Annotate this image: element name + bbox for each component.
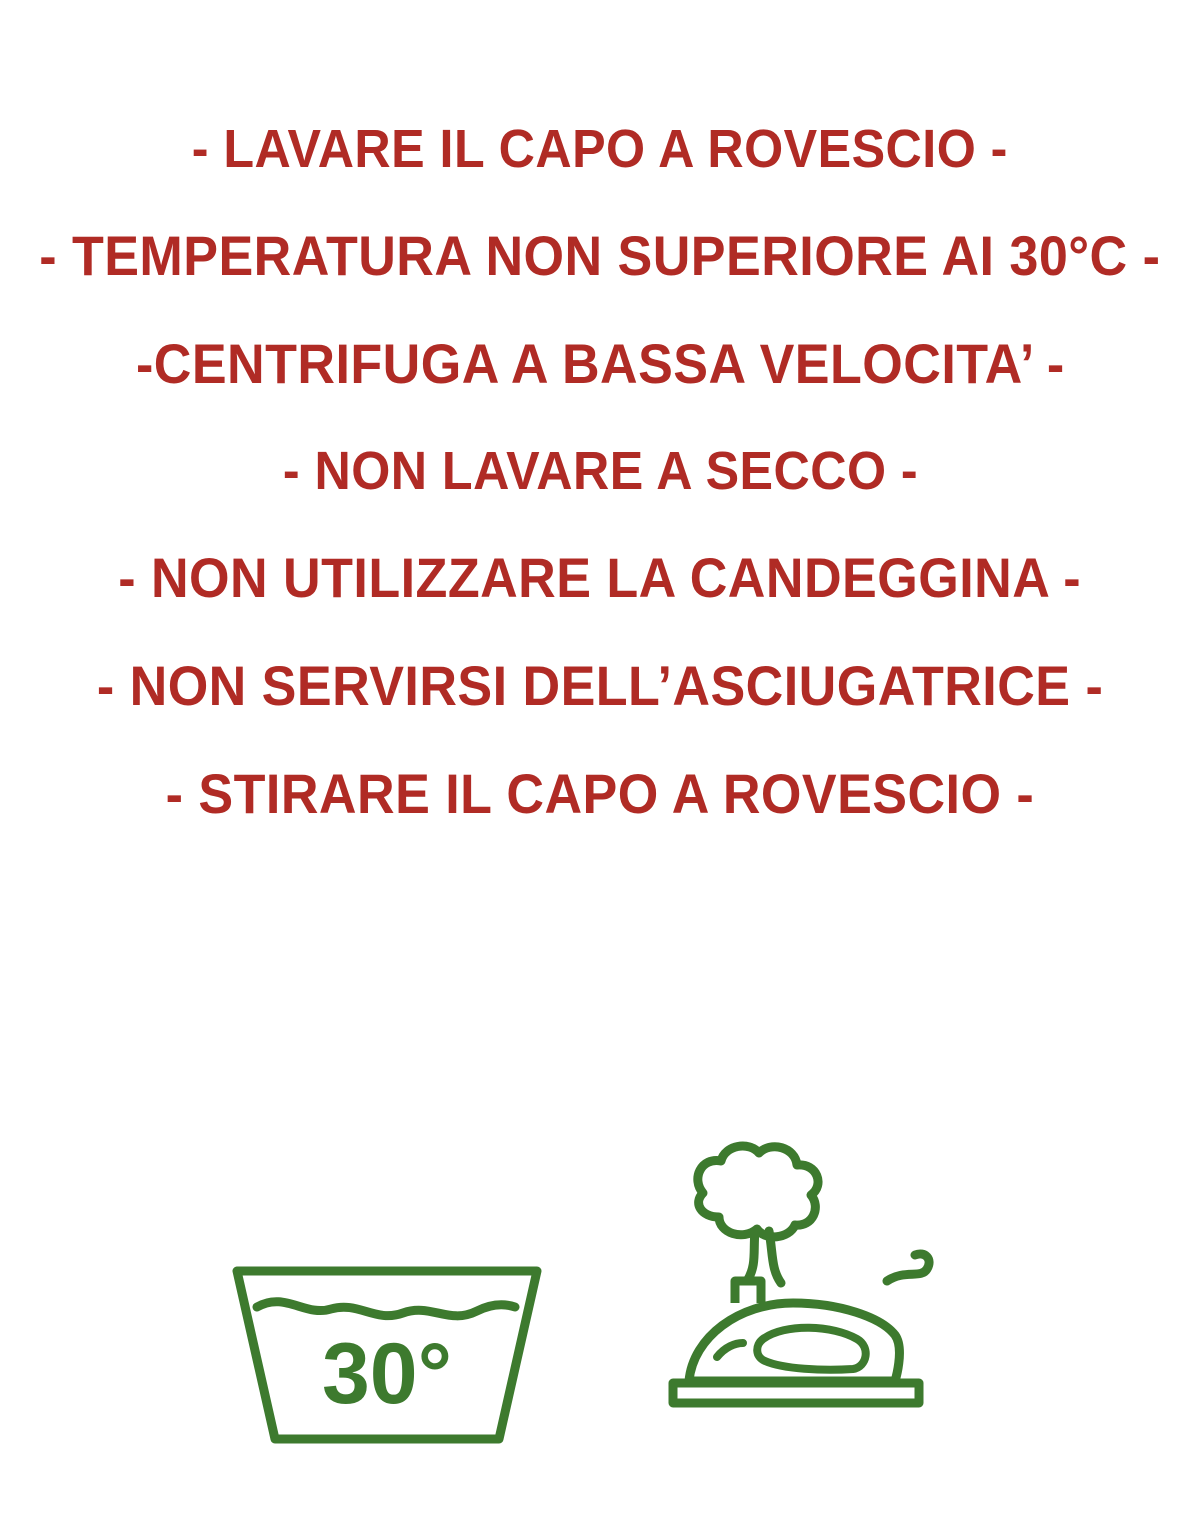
instruction-line-1: - LAVARE IL CAPO A ROVESCIO - (191, 119, 1009, 179)
instruction-line-7: - STIRARE IL CAPO A ROVESCIO - (165, 762, 1035, 825)
instruction-line-3: -CENTRIFUGA A BASSA VELOCITA’ - (135, 332, 1065, 395)
instruction-line-5: - NON UTILIZZARE LA CANDEGGINA - (118, 546, 1082, 609)
wash-tub-icon (227, 1251, 547, 1451)
wash-30-symbol (227, 1251, 547, 1451)
iron-icon (643, 1131, 973, 1451)
care-symbols-row (0, 1131, 1200, 1451)
wash-temperature-label: 30° (321, 1326, 453, 1422)
instruction-line-4: - NON LAVARE A SECCO - (282, 441, 918, 501)
steam-iron-symbol (643, 1131, 973, 1451)
instruction-line-2: - TEMPERATURA NON SUPERIORE AI 30°C - (39, 224, 1161, 287)
instruction-line-6: - NON SERVIRSI DELL’ASCIUGATRICE - (96, 654, 1104, 717)
